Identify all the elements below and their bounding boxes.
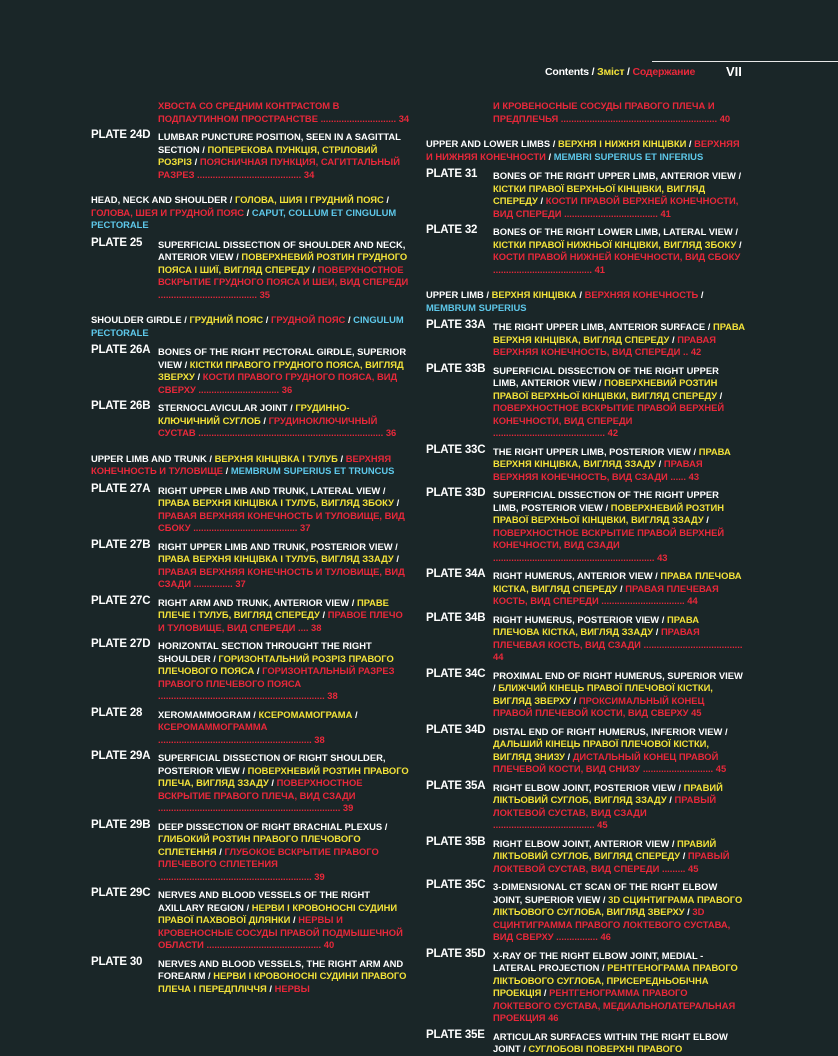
entry-text: /	[717, 389, 723, 401]
plate-label: PLATE 26B	[91, 400, 151, 412]
entry-text: ВЕРХНЯЯ И НИЖНЯЯ КОНЕЧНОСТИ	[426, 138, 740, 162]
page-ref: .. 42	[680, 346, 702, 357]
entry-text: ПРАВАЯ ВЕРХНЯЯ КОНЕЧНОСТЬ И ТУЛОВИЩЕ, ВИД СЗАДИ	[158, 565, 405, 589]
entry-text: NERVES AND BLOOD VESSELS, THE RIGHT ARM AND FOREARM /	[158, 957, 404, 981]
plate-label: PLATE 35D	[426, 947, 486, 960]
entry-text: ГОЛОВА, ШИЯ І ГРУДНИЙ ПОЯС	[234, 194, 384, 205]
entry-text: ПРОКСИМАЛЬНЫЙ КОНЕЦ ПРАВОЙ ПЛЕЧЕВОЙ КОСТИ, ВИД СВЕРХУ	[493, 694, 705, 718]
entry-text: RIGHT UPPER LIMB AND TRUNK, LATERAL VIEW /	[158, 484, 386, 496]
contents-column-right	[426, 100, 746, 1056]
entry-text: RIGHT HUMERUS, POSTERIOR VIEW /	[493, 613, 667, 625]
toc-entry	[91, 640, 411, 703]
entry-text: /	[537, 195, 546, 206]
plate-label: PLATE 35C	[426, 879, 486, 891]
entry-text: /	[216, 845, 225, 857]
page-ref: 45	[688, 707, 702, 718]
toc-entry	[91, 482, 411, 535]
plate-label: PLATE 34B	[426, 611, 486, 624]
entry-text: /	[703, 514, 709, 525]
toc-entry	[426, 611, 746, 664]
toc-entry	[91, 955, 411, 996]
toc-entry	[91, 594, 411, 635]
entry-text: DEEP DISSECTION OF RIGHT BRACHIAL PLEXUS /	[158, 820, 388, 832]
entry-text: /	[192, 156, 200, 167]
entry-text: ПРАВА ПЛЕЧОВА КІСТКА, ВИГЛЯД СПЕРЕДУ	[493, 570, 742, 594]
entry-text: ПРАВИЙ ЛІКТЬОВИЙ СУГЛОБ, ВИГЛЯД СПЕРЕДУ	[493, 837, 717, 861]
page-ref: ....................................................................... 36	[195, 427, 397, 438]
toc-entry	[91, 752, 411, 815]
entry-text: НЕРВЫ И КРОВЕНОСНЫЕ СОСУДЫ ПРАВОЙ ПОДМЫШЕЧНОЙ ОБЛАСТИ	[158, 914, 403, 950]
entry-text: ПРАВОЕ ПЛЕЧО И ТУЛОВИЩЕ, ВИД СПЕРЕДИ	[158, 609, 403, 633]
page-number: VII	[726, 64, 742, 79]
plate-label: PLATE 26A	[91, 344, 151, 356]
entry-text: /	[576, 289, 585, 300]
entry-text: ПОВЕРХНЕВИЙ РОЗТИН ПРАВОГО ПЛЕЧА, ВИГЛЯД ЗЗАДУ	[158, 764, 409, 788]
entry-text: ВЕРХНЯ І НИЖНЯ КІНЦІВКИ	[557, 138, 687, 149]
page-ref: ............... 37	[191, 578, 246, 589]
entry-text: ПРАВАЯ ПЛЕЧЕВАЯ КОСТЬ, ВИД СПЕРЕДИ	[493, 582, 719, 606]
entry-text: РЕНТГЕНОГРАМА ПРАВОГО ЛІКТЬОВОГО СУГЛОБА, ПРИСЕРЕДНЬОБІЧНА ПРОЕКЦІЯ	[493, 962, 738, 998]
entry-text: CAPUT, COLLUM ET CINGULUM PECTORALE	[91, 206, 397, 230]
entry-text: RIGHT HUMERUS, ANTERIOR VIEW /	[493, 570, 661, 581]
entry-text: ВЕРХНЯ КІНЦІВКА І ТУЛУБ	[214, 452, 338, 464]
page-ref: ............................................................ 40	[558, 112, 731, 124]
entry-text: /	[617, 582, 626, 594]
entry-text: MEMBRUM SUPERIUS ET TRUNCUS	[230, 465, 395, 476]
entry-text: UPPER LIMB AND TRUNK /	[91, 452, 215, 464]
entry-text: ВЕРХНЯЯ КОНЕЧНОСТЬ	[584, 289, 699, 300]
entry-text: ГОРИЗОНТАЛЬНЫЙ РАЗРЕЗ ПРАВОГО ПЛЕЧЕВОГО ПОЯСА	[158, 665, 395, 689]
entry-text: КІСТКИ ПРАВОЇ ВЕРХНЬОЇ КІНЦІВКИ, ВИГЛЯД СПЕРЕДУ	[493, 182, 706, 206]
plate-label: PLATE 28	[91, 706, 143, 719]
entry-text: ДИСТАЛЬНЫЙ КОНЕЦ ПРАВОЙ ПЛЕЧЕВОЙ КОСТИ, ВИД СНИЗУ	[493, 750, 719, 774]
plate-label: PLATE 30	[91, 955, 143, 968]
plate-label: PLATE 33A	[426, 319, 486, 331]
entry-text: ГЛИБОКИЙ РОЗТИН ПРАВОГО ПЛЕЧОВОГО СПЛЕТЕННЯ	[158, 833, 361, 857]
entry-text: ПРАВЕ ПЛЕЧЕ І ТУЛУБ, ВИГЛЯД СПЕРЕДУ	[158, 596, 389, 620]
entry-text: MEMBRI SUPERIUS ET INFERIUS	[553, 150, 704, 162]
page-ref: ....................................... 45	[493, 819, 608, 830]
page-ref: ............................. 34	[317, 112, 410, 124]
entry-text: DISTAL END OF RIGHT HUMERUS, INFERIOR VIEW /	[493, 725, 728, 737]
entry-text: ГРУДИНОКЛЮЧИЧНЫЙ СУСТАВ	[158, 414, 378, 438]
entry-text: /	[352, 708, 358, 720]
entry-text: /	[309, 263, 318, 275]
plate-label: PLATE 35B	[426, 835, 486, 848]
entry-text: ГРУДНОЙ ПОЯС	[271, 314, 346, 325]
header-sep: /	[588, 66, 598, 78]
entry-text: ГРУДНИЙ ПОЯС	[189, 314, 264, 325]
entry-text: ДАЛЬШИЙ КІНЕЦЬ ПРАВОЇ ПЛЕЧОВОЇ КІСТКИ, ВИГЛЯД ЗНИЗУ	[493, 738, 710, 762]
section-heading	[91, 194, 411, 232]
entry-text: XEROMAMMOGRAM /	[158, 708, 259, 720]
toc-entry	[426, 100, 746, 125]
entry-text: /	[260, 414, 269, 426]
entry-text: /	[345, 314, 354, 325]
entry-text: /	[656, 458, 664, 469]
section-heading	[91, 314, 411, 339]
plate-label: PLATE 35E	[426, 1028, 485, 1041]
page-ref: 46	[545, 1012, 559, 1023]
toc-entry	[426, 723, 746, 776]
plate-label: PLATE 32	[426, 224, 478, 236]
page-ref: ........................... 45	[640, 763, 727, 774]
entry-text: /	[571, 694, 579, 706]
page-ref: ........................................... 42	[493, 427, 619, 438]
entry-text: ПРАВА ВЕРХНЯ КІНЦІВКА І ТУЛУБ, ВИГЛЯД ЗЗАДУ	[158, 553, 394, 564]
entry-text: /	[393, 497, 400, 508]
toc-entry	[91, 236, 411, 302]
toc-entry	[426, 1028, 746, 1056]
toc-entry	[426, 170, 746, 220]
entry-text: ПРАВАЯ ВЕРХНЯЯ КОНЕЧНОСТЬ, ВИД СПЕРЕДИ	[493, 333, 716, 357]
plate-label: PLATE 29A	[91, 750, 151, 762]
contents-header	[545, 66, 695, 78]
section-heading	[426, 289, 746, 314]
entry-text: BONES OF THE RIGHT UPPER LIMB, ANTERIOR VIEW /	[493, 170, 742, 181]
entry-text: /	[684, 906, 693, 917]
plate-label: PLATE 33C	[426, 443, 486, 456]
entry-text: UPPER LIMB /	[426, 289, 492, 300]
plate-label: PLATE 33B	[426, 362, 486, 375]
page-ref: ...................................... 41	[493, 263, 606, 275]
entry-text: ПРАВА ВЕРХНЯ КІНЦІВКА, ВИГЛЯД СПЕРЕДУ	[493, 321, 745, 345]
entry-text: BONES OF THE RIGHT PECTORAL GIRDLE, SUPERIOR VIEW /	[158, 346, 407, 370]
entry-text: ПОВЕРХНОСТНОЕ ВСКРЫТИЕ ГРУДНОГО ПОЯСА И ШЕИ, ВИД СПЕРЕДИ	[158, 263, 409, 287]
entry-text: MEMBRUM SUPERIUS	[426, 301, 527, 313]
entry-text: /	[669, 333, 678, 345]
entry-text: 3-DIMENSIONAL CT SCAN OF THE RIGHT ELBOW JOINT, SUPERIOR VIEW /	[493, 881, 718, 905]
entry-text: КІСТКИ ПРАВОЇ НИЖНЬОЇ КІНЦІВКИ, ВИГЛЯД ЗБОКУ	[493, 238, 737, 250]
plate-label: PLATE 34D	[426, 723, 486, 736]
plate-label: PLATE 25	[91, 236, 143, 249]
entry-text: /	[686, 138, 695, 149]
plate-label: PLATE 33D	[426, 487, 486, 499]
entry-text: ПРАВАЯ ПЛЕЧЕВАЯ КОСТЬ, ВИД СЗАДИ	[493, 626, 700, 650]
entry-text: /	[268, 777, 277, 788]
plate-label: PLATE 34A	[426, 568, 486, 580]
toc-entry	[426, 881, 746, 944]
entry-text: ПОВЕРХНЕВИЙ РОЗТИН ГРУДНОГО ПОЯСА І ШИЇ, ВИГЛЯД СПЕРЕДУ	[158, 251, 408, 275]
entry-text: РЕНТГЕНОГРАММА ПРАВОГО ЛОКТЕВОГО СУСТАВА, МЕДИАЛЬНОЛАТЕРАЛЬНАЯ ПРОЕКЦИЯ	[493, 987, 736, 1023]
page-ref: ............................................ 40	[203, 939, 335, 950]
entry-text: BONES OF THE RIGHT LOWER LIMB, LATERAL VIEW /	[493, 226, 738, 237]
page-ref: ................ 46	[553, 931, 611, 942]
entry-text: /	[698, 289, 704, 300]
toc-entry	[91, 346, 411, 396]
entry-text: /	[545, 150, 554, 162]
contents-column-left	[91, 100, 411, 995]
entry-text: ПРАВЫЙ ЛОКТЕВОЙ СУСТАВ, ВИД СПЕРЕДИ	[493, 850, 730, 874]
toc-entry	[91, 402, 411, 440]
toc-entry	[426, 321, 746, 359]
page-ref: .................................... 41	[561, 207, 671, 219]
entry-text: RIGHT ELBOW JOINT, ANTERIOR VIEW /	[493, 837, 678, 849]
page-ref: ........................................................... 39	[158, 870, 325, 882]
entry-text: THE RIGHT UPPER LIMB, ANTERIOR SURFACE /	[493, 321, 713, 332]
toc-entry	[91, 889, 411, 952]
section-heading	[426, 138, 746, 163]
toc-entry	[426, 362, 746, 440]
entry-text: ГЛУБОКОЕ ВСКРЫТИЕ ПРАВОГО ПЛЕЧЕВОГО СПЛЕТЕНИЯ	[158, 845, 379, 869]
entry-text: ПРАВА ПЛЕЧОВА КІСТКА, ВИГЛЯД ЗЗАДУ	[493, 613, 699, 637]
entry-text: КІСТКИ ПРАВОГО ГРУДНОГО ПОЯСА, ВИГЛЯД ЗВЕРХУ	[158, 358, 404, 382]
entry-text: ПРАВАЯ ВЕРХНЯЯ КОНЕЧНОСТЬ И ТУЛОВИЩЕ, ВИД СБОКУ	[158, 509, 405, 533]
entry-text: /	[194, 371, 203, 382]
entry-text: /	[244, 206, 252, 218]
entry-text: БЛИЖЧИЙ КІНЕЦЬ ПРАВОЇ ПЛЕЧОВОЇ КІСТКИ, ВИГЛЯД ЗВЕРХУ	[493, 682, 713, 706]
entry-text: И КРОВЕНОСНЫЕ СОСУДЫ ПРАВОГО ПЛЕЧА И ПРЕДПЛЕЧЬЯ	[493, 100, 715, 124]
entry-text: STERNOCLAVICULAR JOINT /	[158, 402, 296, 413]
entry-text: ХВОСТА СО СРЕДНИМ КОНТРАСТОМ В ПОДПАУТИННОМ ПРОСТРАНСТВЕ	[158, 100, 340, 124]
entry-text: /	[383, 194, 390, 205]
page-ref: ............................... 36	[195, 383, 293, 395]
entry-text: ПОЯСНИЧНАЯ ПУНКЦИЯ, САГИТТАЛЬНЫЙ РАЗРЕЗ	[158, 156, 400, 180]
entry-text: ПРАВИЙ ЛІКТЬОВИЙ СУГЛОБ, ВИГЛЯД ЗЗАДУ	[493, 781, 723, 805]
entry-text: RIGHT ARM AND TRUNK, ANTERIOR VIEW /	[158, 596, 357, 608]
entry-text: ГОРИЗОНТАЛЬНИЙ РОЗРІЗ ПРАВОГО ПЛЕЧОВОГО ПОЯСА	[158, 652, 394, 676]
entry-text: 3D СЦИНТИГРАМА ПРАВОГО ЛІКТЬОВОГО СУГЛОБА, ВИГЛЯД ЗВЕРХУ	[493, 893, 743, 917]
toc-entry	[91, 131, 411, 181]
entry-text: 3D СЦИНТИГРАММА ПРАВОГО ЛОКТЕВОГО СУСТАВА, ВИД СВЕРХУ	[493, 906, 731, 942]
entry-text: SUPERFICIAL DISSECTION OF THE RIGHT UPPER LIMB, POSTERIOR VIEW /	[493, 489, 719, 513]
toc-entry	[426, 226, 746, 276]
entry-text: /	[254, 665, 263, 676]
entry-text: НЕРВИ І КРОВОНОСНІ СУДИНИ ПРАВОГО ПЛЕЧА І ПЕРЕДПЛІЧЧЯ	[158, 970, 407, 994]
plate-label: PLATE 27C	[91, 594, 151, 607]
entry-text: HORIZONTAL SECTION THROUGHT THE RIGHT SHOULDER /	[158, 640, 372, 664]
plate-label: PLATE 27A	[91, 482, 151, 495]
header-title-ua: Зміст	[597, 66, 625, 78]
plate-label: PLATE 31	[426, 168, 478, 180]
page-ref: ................................ 44	[598, 595, 698, 606]
toc-entry	[426, 947, 746, 1025]
entry-text: HEAD, NECK AND SHOULDER /	[91, 194, 235, 205]
entry-text: КОСТИ ПРАВОЙ ВЕРХНЕЙ КОНЕЧНОСТИ, ВИД СПЕРЕДИ	[493, 195, 739, 219]
page-ref: ...... 43	[667, 470, 700, 482]
plate-label: PLATE 27B	[91, 538, 151, 551]
entry-text: NERVES AND BLOOD VESSELS OF THE RIGHT AXILLARY REGION /	[158, 889, 371, 913]
page-ref: ...................................... 44	[493, 638, 743, 662]
entry-text: ГОЛОВА, ШЕЯ И ГРУДНОЙ ПОЯС	[91, 206, 245, 218]
header-sep: /	[624, 66, 633, 78]
entry-text: LUMBAR PUNCTURE POSITION, SEEN IN A SAGITTAL SECTION /	[158, 131, 401, 155]
entry-text: КСЕРОМАМОГРАМА	[258, 708, 353, 720]
entry-text: CINGULUM PECTORALE	[91, 314, 404, 338]
entry-text: THE RIGHT UPPER LIMB, POSTERIOR VIEW /	[493, 445, 699, 457]
entry-text: X-RAY OF THE RIGHT ELBOW JOINT, MEDIAL - LATERAL PROJECTION /	[493, 949, 704, 973]
entry-text: КСЕРОМАММОГРАММА	[158, 721, 268, 732]
plate-label: PLATE 27D	[91, 638, 151, 650]
page-ref: ........................................ 34	[194, 168, 315, 180]
toc-entry	[426, 667, 746, 720]
entry-text: /	[266, 982, 275, 994]
entry-text: ПОВЕРХНЕВИЙ РОЗТИН ПРАВОЇ ВЕРХНЬОЇ КІНЦІВКИ, ВИГЛЯД СПЕРЕДУ	[493, 377, 718, 401]
entry-text: SUPERFICIAL DISSECTION OF THE RIGHT UPPER LIMB, ANTERIOR VIEW /	[493, 364, 719, 388]
toc-entry	[426, 489, 746, 564]
toc-entry	[91, 538, 411, 591]
entry-text: /	[393, 553, 399, 564]
entry-text: SHOULDER GIRDLE /	[91, 314, 190, 325]
toc-entry	[426, 443, 746, 484]
page-ref: ........................................................... 38	[158, 733, 325, 745]
entry-text: /	[319, 609, 328, 620]
entry-text: ПРАВЫЙ ЛОКТЕВОЙ СУСТАВ, ВИД СЗАДИ	[493, 794, 717, 818]
section-heading	[91, 453, 411, 478]
entry-text: ПОВЕРХНОСТНОЕ ВСКРЫТИЕ ПРАВОЙ ВЕРХНЕЙ КОНЕЧНОСТИ, ВИД СЗАДИ	[493, 526, 725, 550]
plate-label: PLATE 34C	[426, 667, 486, 680]
toc-entry	[426, 835, 746, 876]
entry-text: /	[736, 238, 742, 250]
entry-text: ПОВЕРХНОСТНОЕ ВСКРЫТИЕ ПРАВОЙ ВЕРХНЕЙ КОНЕЧНОСТИ, ВИД СПЕРЕДИ	[493, 402, 725, 426]
entry-text: НЕРВЫ	[274, 982, 310, 994]
toc-entry	[91, 706, 411, 747]
header-title-ru: Содержание	[632, 66, 696, 78]
entry-text: ПОВЕРХНОСТНОЕ ВСКРЫТИЕ ПРАВОГО ПЛЕЧА, ВИД СЗАДИ	[158, 777, 363, 801]
header-title-en: Contents	[545, 66, 589, 78]
plate-label: PLATE 29B	[91, 818, 151, 831]
entry-text: КОСТИ ПРАВОЙ НИЖНЕЙ КОНЕЧНОСТИ, ВИД СБОКУ	[493, 251, 741, 262]
entry-text: /	[564, 750, 573, 762]
entry-text: ПРАВАЯ ВЕРХНЯЯ КОНЕЧНОСТЬ, ВИД СЗАДИ	[493, 458, 703, 482]
entry-text: ARTICULAR SURFACES WITHIN THE RIGHT ELBOW JOINT /	[493, 1030, 728, 1054]
page-ref: ...................................................................... 39	[158, 802, 354, 813]
entry-text: /	[290, 914, 299, 925]
toc-entry	[426, 779, 746, 832]
page-ref: ...................................... 35	[158, 288, 271, 300]
entry-text: ГРУДИННО-КЛЮЧИЧНИЙ СУГЛОБ	[158, 402, 350, 426]
entry-text: /	[653, 626, 661, 637]
entry-text: /	[666, 794, 675, 805]
entry-text: /	[541, 987, 550, 998]
entry-text: КОСТИ ПРАВОГО ГРУДНОГО ПОЯСА, ВИД СВЕРХУ	[158, 371, 398, 395]
page-ref: ................................................................ 38	[158, 690, 338, 701]
entry-text: SUPERFICIAL DISSECTION OF RIGHT SHOULDER, POSTERIOR VIEW /	[158, 752, 386, 776]
plate-label: PLATE 35A	[426, 779, 486, 792]
toc-entry	[91, 100, 411, 125]
entry-text: /	[337, 452, 346, 464]
entry-text: ПРАВА ВЕРХНЯ КІНЦІВКА І ТУЛУБ, ВИГЛЯД ЗБОКУ	[158, 497, 394, 508]
plate-label: PLATE 24D	[91, 129, 151, 141]
entry-text: ПРАВА ВЕРХНЯ КІНЦІВКА, ВИГЛЯД ЗЗАДУ	[493, 445, 731, 469]
entry-text: ВЕРХНЯ КІНЦІВКА	[491, 289, 577, 300]
entry-text: /	[680, 850, 688, 861]
page-ref: .... 38	[295, 621, 322, 633]
page-ref: .............................................................. 43	[493, 551, 668, 563]
entry-text: /	[223, 465, 231, 476]
entry-text: RIGHT ELBOW JOINT, POSTERIOR VIEW /	[493, 781, 684, 793]
toc-entry	[91, 818, 411, 884]
entry-text: НЕРВИ І КРОВОНОСНІ СУДИНИ ПРАВОЇ ПАХВОВОЇ ДІЛЯНКИ	[158, 901, 398, 925]
entry-text: PROXIMAL END OF RIGHT HUMERUS, SUPERIOR VIEW /	[493, 669, 743, 693]
entry-text: UPPER AND LOWER LIMBS /	[426, 138, 558, 149]
header-rule	[652, 61, 838, 62]
entry-text: СУГЛОБОВІ ПОВЕРХНІ ПРАВОГО	[528, 1043, 683, 1054]
entry-text: ПОПЕРЕКОВА ПУНКЦІЯ, СТРІЛОВИЙ РОЗРІЗ	[158, 143, 378, 167]
plate-label: PLATE 29C	[91, 887, 151, 899]
entry-text: ПОВЕРХНЕВИЙ РОЗТИН ПРАВОЇ ВЕРХНЬОЇ КІНЦІВКИ, ВИГЛЯД ЗЗАДУ	[493, 501, 724, 525]
entry-text: SUPERFICIAL DISSECTION OF SHOULDER AND NECK, ANTERIOR VIEW /	[158, 238, 406, 262]
entry-text: ВЕРХНЯЯ КОНЕЧНОСТЬ И ТУЛОВИЩЕ	[91, 452, 392, 476]
entry-text: /	[263, 314, 272, 325]
page-ref: ......... 45	[659, 862, 699, 874]
entry-text: RIGHT UPPER LIMB AND TRUNK, POSTERIOR VIEW /	[158, 540, 398, 552]
toc-entry	[426, 570, 746, 608]
page-ref: ........................................ 37	[190, 522, 311, 533]
